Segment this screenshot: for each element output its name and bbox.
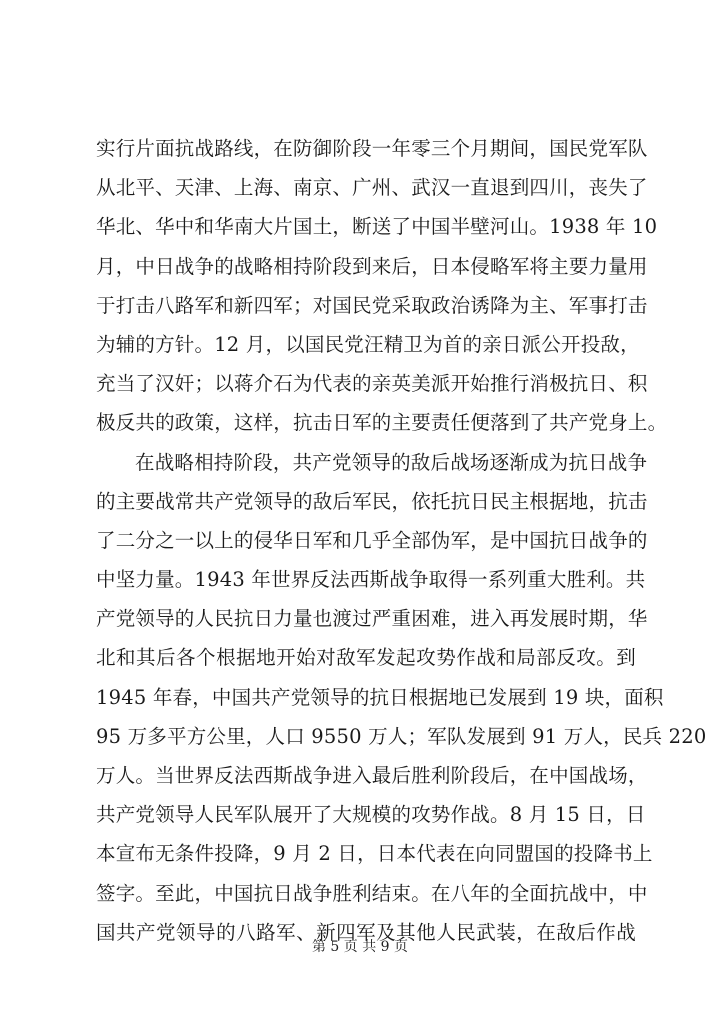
page-number-footer: 第 5 页 共 9 页 — [311, 939, 409, 955]
text-line: 中坚力量。1943 年世界反法西斯战争取得一系列重大胜利。共 — [96, 568, 646, 592]
text-line: 签字。至此，中国抗日战争胜利结束。在八年的全面抗战中，中 — [96, 881, 648, 905]
text-line: 95 万多平方公里，人口 9550 万人；军队发展到 91 万人，民兵 220 — [96, 724, 707, 748]
text-line: 极反共的政策，这样，抗击日军的主要责任便落到了共产党身上。 — [96, 411, 668, 435]
body-text — [96, 129, 707, 952]
text-line: 国共产党领导的八路军、新四军及其他人民武装，在敌后作战 — [96, 920, 636, 944]
text-line: 本宣布无条件投降，9 月 2 日，日本代表在向同盟国的投降书上 — [96, 842, 653, 866]
text-line: 从北平、天津、上海、南京、广州、武汉一直退到四川，丧失了 — [96, 176, 648, 200]
text-line: 的主要战常共产党领导的敌后军民，依托抗日民主根据地，抗击 — [96, 489, 648, 513]
text-line: 产党领导的人民抗日力量也渡过严重困难，进入再发展时期，华 — [96, 607, 648, 631]
text-line: 月，中日战争的战略相持阶段到来后，日本侵略军将主要力量用 — [96, 254, 648, 278]
text-line: 1945 年春，中国共产党领导的抗日根据地已发展到 19 块，面积 — [96, 685, 664, 709]
text-line: 实行片面抗战路线，在防御阶段一年零三个月期间，国民党军队 — [96, 137, 648, 160]
text-line: 万人。当世界反法西斯战争进入最后胜利阶段后，在中国战场， — [96, 764, 648, 787]
text-line: 充当了汉奸；以蒋介石为代表的亲英美派开始推行消极抗日、积 — [96, 372, 648, 396]
text-line: 于打击八路军和新四军；对国民党采取政治诱降为主、军事打击 — [96, 293, 648, 317]
text-line: 在战略相持阶段，共产党领导的敌后战场逐渐成为抗日战争 — [135, 450, 648, 474]
text-line: 北和其后各个根据地开始对敌军发起攻势作战和局部反攻。到 — [96, 646, 636, 670]
text-line: 华北、华中和华南大片国土，断送了中国半壁河山。1938 年 10 — [96, 215, 658, 239]
text-line: 为辅的方针。12 月，以国民党汪精卫为首的亲日派公开投敌， — [96, 332, 640, 356]
text-line: 共产党领导人民军队展开了大规模的攻势作战。8 月 15 日，日 — [96, 803, 646, 827]
text-line: 了二分之一以上的侵华日军和几乎全部伪军，是中国抗日战争的 — [96, 528, 648, 552]
